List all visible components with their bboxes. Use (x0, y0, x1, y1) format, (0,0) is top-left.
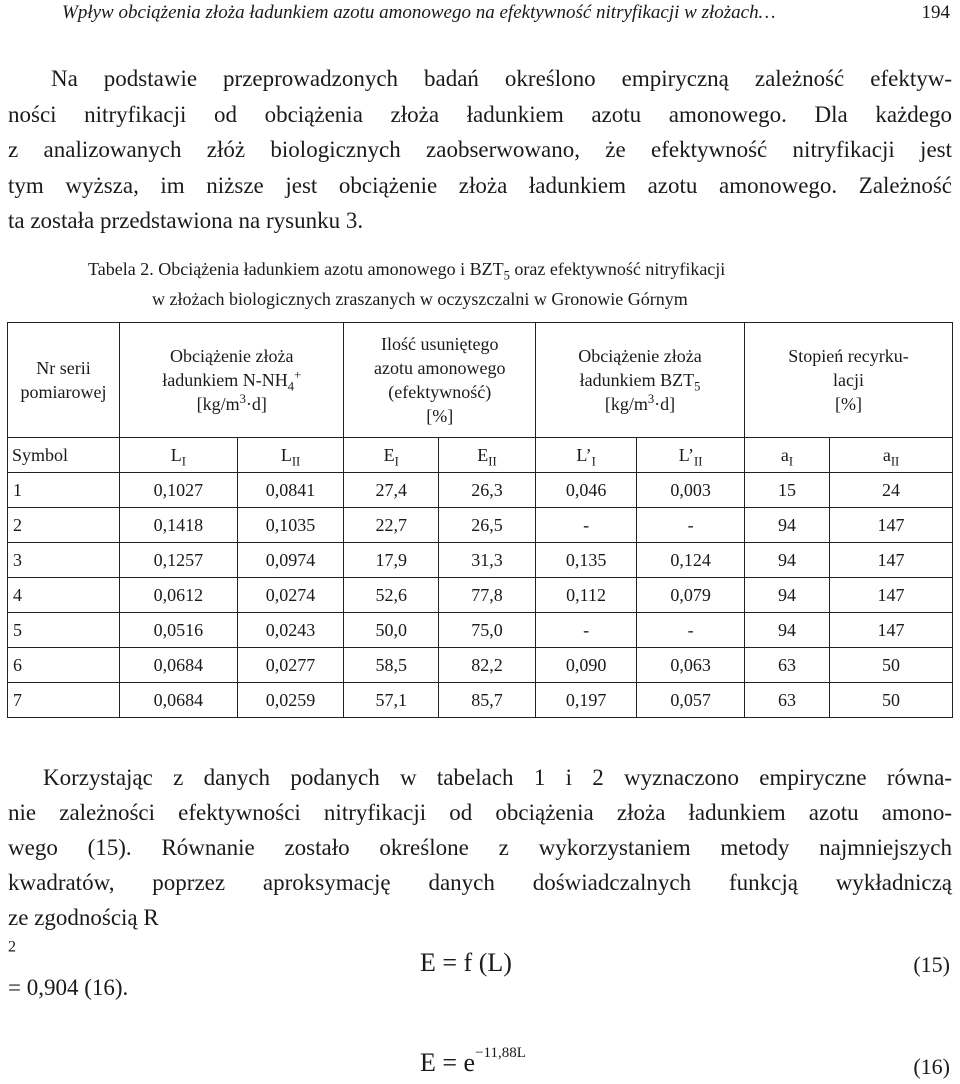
value-cell: 94 (744, 613, 829, 648)
equation-16-formula: $E = e^{-11,88L}$ (420, 1045, 526, 1077)
value-cell: 26,5 (438, 508, 535, 543)
paragraph-line: Korzystając z danych podanych w tabelach 1 i 2 wyznaczono empiryczne równa- (43, 765, 952, 790)
value-cell: 0,0612 (120, 578, 238, 613)
equation-16-number: (16) (913, 1054, 950, 1079)
value-cell: 52,6 (344, 578, 438, 613)
header-bod-load: Obciążenie złoża ładunkiem $BZT_5$ $[kg/m^3\cdot d]$ (536, 323, 745, 438)
value-cell: 22,7 (344, 508, 438, 543)
value-cell: 0,0974 (237, 543, 344, 578)
value-cell: 0,1418 (120, 508, 238, 543)
symbol-row (8, 438, 953, 473)
value-cell: 94 (744, 543, 829, 578)
paragraph-line: tym wyższa, im niższe jest obciążenie złoża ładunkiem azotu amonowego. Zależność (8, 172, 952, 198)
symbol-cell: $E_{II}$ (438, 438, 535, 473)
value-cell: 0,003 (637, 473, 745, 508)
paragraph-line: z analizowanych złóż biologicznych zaobserwowano, że efektywność nitryfikacji jest (8, 137, 952, 162)
table-row (8, 613, 953, 648)
symbol-cell: $a_{II}$ (830, 438, 953, 473)
value-cell: 0,079 (637, 578, 745, 613)
value-cell: 0,197 (536, 683, 637, 718)
value-cell: 0,0516 (120, 613, 238, 648)
value-cell: 50 (830, 683, 953, 718)
value-cell: 85,7 (438, 683, 535, 718)
value-cell: 50,0 (344, 613, 438, 648)
value-cell: 0,1027 (120, 473, 238, 508)
value-cell: 27,4 (344, 473, 438, 508)
value-cell: 57,1 (344, 683, 438, 718)
value-cell: 0,0684 (120, 648, 238, 683)
value-cell: 147 (830, 543, 953, 578)
table-row (8, 543, 953, 578)
header-title: Wpływ obciążenia złoża ładunkiem azotu amonowego na efektywność nitryfikacji w złożach… (62, 2, 776, 23)
symbol-cell: $E_I$ (344, 438, 438, 473)
value-cell: 17,9 (344, 543, 438, 578)
value-cell: 0,0684 (120, 683, 238, 718)
value-cell: 0,0274 (237, 578, 344, 613)
series-number-cell: 6 (8, 648, 120, 683)
paragraph-line: kwadratów, poprzez aproksymację danych doświadczalnych funkcją wykładniczą (8, 870, 952, 895)
value-cell: 0,0243 (237, 613, 344, 648)
table-row (8, 683, 953, 718)
value-cell: 0,046 (536, 473, 637, 508)
value-cell: 147 (830, 508, 953, 543)
value-cell: 82,2 (438, 648, 535, 683)
equation-16 (0, 1045, 960, 1084)
page-number: 194 (921, 2, 950, 23)
paragraph-line: ta została przedstawiona na rysunku 3. (8, 208, 364, 233)
symbol-cell: $L_I$ (120, 438, 238, 473)
value-cell: 0,1257 (120, 543, 238, 578)
value-cell: 0,1035 (237, 508, 344, 543)
symbol-cell: $L’_{II}$ (637, 438, 745, 473)
value-cell: 26,3 (438, 473, 535, 508)
table-row (8, 508, 953, 543)
value-cell: 63 (744, 648, 829, 683)
paragraph-line: Na podstawie przeprowadzonych badań określono empiryczną zależność efektyw- (51, 66, 952, 91)
table-header-row (8, 323, 953, 438)
symbol-label: Symbol (8, 438, 120, 473)
value-cell: 24 (830, 473, 953, 508)
intro-paragraph (8, 61, 952, 239)
value-cell: 0,090 (536, 648, 637, 683)
value-cell: 63 (744, 683, 829, 718)
series-number-cell: 4 (8, 578, 120, 613)
value-cell: - (536, 508, 637, 543)
value-cell: - (536, 613, 637, 648)
caption-line-1: Tabela 2. Obciążenia ładunkiem azotu amonowego i $BZT_5$ oraz efektywność nitryfikacji (88, 259, 726, 283)
value-cell: 0,124 (637, 543, 745, 578)
symbol-cell: $a_I$ (744, 438, 829, 473)
value-cell: 0,112 (536, 578, 637, 613)
running-header (62, 2, 952, 26)
table-row (8, 578, 953, 613)
equation-15 (0, 948, 960, 984)
value-cell: 0,0841 (237, 473, 344, 508)
value-cell: 94 (744, 508, 829, 543)
value-cell: 0,0259 (237, 683, 344, 718)
header-nitrogen-load: Obciążenie złoża ładunkiem $N-NH_4^+$ $[kg/m^3\cdot d]$ (120, 323, 344, 438)
equation-15-formula: E = f (L) (420, 948, 512, 977)
paragraph-line: wego (15). Równanie zostało określone z wykorzystaniem metody najmniejszych (8, 835, 952, 860)
table-row (8, 473, 953, 508)
paragraph-line: nie zależności efektywności nitryfikacji od obciążenia złoża ładunkiem azotu amono- (8, 800, 952, 825)
series-number-cell: 2 (8, 508, 120, 543)
value-cell: 147 (830, 578, 953, 613)
equation-16-exponent: −11,88L (475, 1045, 526, 1061)
value-cell: 15 (744, 473, 829, 508)
value-cell: 77,8 (438, 578, 535, 613)
value-cell: 58,5 (344, 648, 438, 683)
value-cell: - (637, 508, 745, 543)
series-number-cell: 5 (8, 613, 120, 648)
equation-15-number: (15) (913, 952, 950, 977)
series-number-cell: 3 (8, 543, 120, 578)
symbol-cell: $L’_I$ (536, 438, 637, 473)
value-cell: 0,057 (637, 683, 745, 718)
header-series-number: Nr serii pomiarowej (8, 323, 120, 438)
table-body (8, 473, 953, 718)
series-number-cell: 1 (8, 473, 120, 508)
header-recirculation: Stopień recyrku- lacji [%] (744, 323, 952, 438)
series-number-cell: 7 (8, 683, 120, 718)
table-row (8, 648, 953, 683)
value-cell: 31,3 (438, 543, 535, 578)
paragraph-line: ności nitryfikacji od obciążenia złoża ładunkiem azotu amonowego. Dla każdego (8, 101, 952, 127)
value-cell: 50 (830, 648, 953, 683)
value-cell: 75,0 (438, 613, 535, 648)
value-cell: 147 (830, 613, 953, 648)
value-cell: 0,135 (536, 543, 637, 578)
value-cell: 0,063 (637, 648, 745, 683)
value-cell: 94 (744, 578, 829, 613)
caption-line-2: w złożach biologicznych zraszanych w oczyszczalni w Gronowie Górnym (152, 289, 688, 309)
data-table (7, 322, 953, 718)
value-cell: 0,0277 (237, 648, 344, 683)
symbol-cell: $L_{II}$ (237, 438, 344, 473)
table-caption (88, 254, 948, 314)
value-cell: - (637, 613, 745, 648)
header-nitrification-efficiency: Ilość usuniętego azotu amonowego (efektywność) [%] (344, 323, 536, 438)
paragraph-line: ze zgodnością R $^2$ = 0,904 (16). (8, 905, 159, 1000)
